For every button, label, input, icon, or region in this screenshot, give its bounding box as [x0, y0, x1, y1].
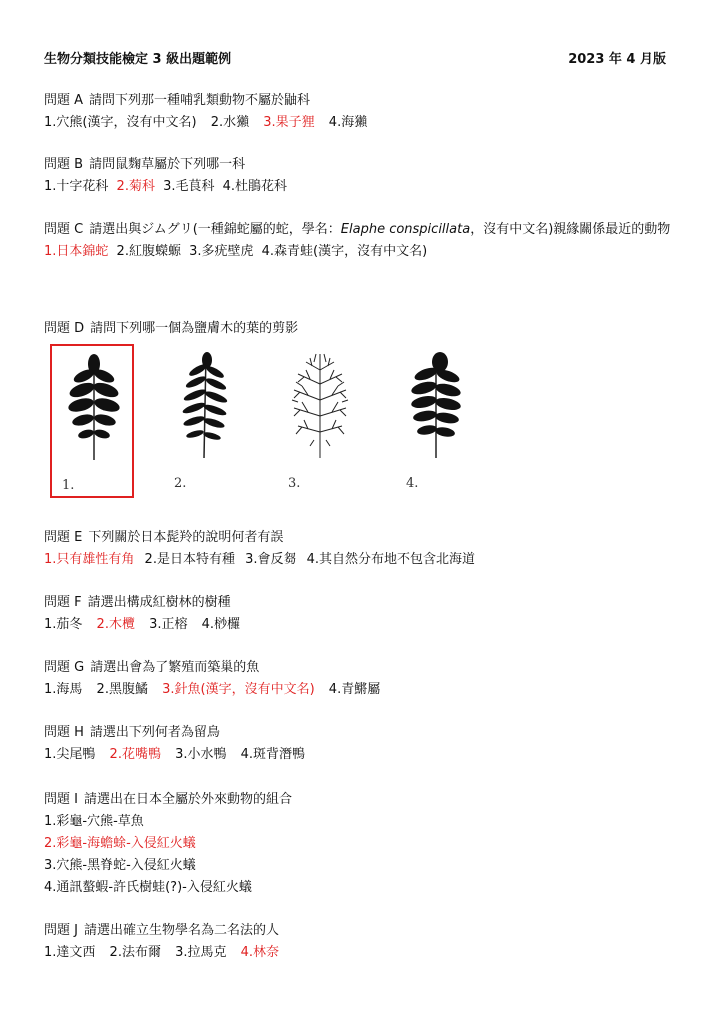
question-h — [44, 722, 684, 766]
question-stem — [44, 722, 684, 744]
leaf-silhouette-2-icon — [174, 350, 238, 462]
question-stem — [44, 789, 684, 811]
option-2-correct: 2.彩龜-海蟾蜍-入侵紅火蟻 — [44, 836, 196, 851]
question-b — [44, 154, 684, 198]
option-list — [44, 614, 684, 636]
question-id: 問題 I — [44, 792, 78, 807]
option-3: 3.正榕 — [149, 617, 188, 632]
option-list — [44, 112, 684, 134]
option-3: 3.會反芻 — [245, 552, 297, 567]
question-text: 請問下列哪一個為鹽膚木的葉的剪影 — [90, 321, 299, 336]
option-4: 4.其自然分布地不包含北海道 — [306, 552, 476, 567]
option-3: 3.拉馬克 — [175, 945, 227, 960]
leaf-option-3 — [278, 344, 362, 498]
question-id: 問題 G — [44, 660, 85, 675]
leaf-option-label: 4. — [406, 476, 419, 491]
question-stem — [44, 527, 684, 549]
question-text: 請選出會為了繁殖而築巢的魚 — [90, 660, 260, 675]
option-4: 4.海獺 — [328, 115, 368, 130]
option-1: 1.海馬 — [44, 682, 83, 697]
option-4: 4.桫欏 — [201, 617, 241, 632]
question-text: 請選出確立生物學名為二名法的人 — [83, 923, 279, 938]
option-1: 1.十字花科 — [44, 179, 109, 194]
option-1: 1.茄冬 — [44, 617, 83, 632]
option-2-correct: 2.木欖 — [96, 617, 135, 632]
option-2: 2.是日本特有種 — [144, 552, 235, 567]
document-edition: 2023 年 4 月版 — [568, 52, 666, 67]
option-2-correct: 2.菊科 — [116, 179, 155, 194]
option-2: 2.水獺 — [210, 115, 250, 130]
option-2-correct: 2.花嘴鴨 — [109, 747, 161, 762]
question-id: 問題 C — [44, 222, 84, 237]
question-id: 問題 H — [44, 725, 84, 740]
question-i — [44, 789, 684, 899]
option-4-correct: 4.林奈 — [240, 945, 280, 960]
option-4: 4.通訊螯蝦-許氏樹蛙(?)-入侵紅火蟻 — [44, 880, 252, 895]
leaf-option-2 — [164, 344, 248, 498]
question-stem — [44, 318, 684, 340]
question-stem — [44, 592, 684, 614]
question-stem — [44, 154, 684, 176]
leaf-option-4 — [396, 344, 480, 498]
option-1: 1.穴熊(漢字，沒有中文名) — [44, 115, 197, 130]
option-4: 4.森青蛙(漢字，沒有中文名) — [261, 244, 428, 259]
option-4: 4.斑背潛鴨 — [240, 747, 306, 762]
scientific-name: Elaphe conspicillata — [340, 222, 471, 237]
question-stem — [44, 657, 684, 679]
question-id: 問題 A — [44, 93, 84, 108]
question-id: 問題 B — [44, 157, 84, 172]
question-id: 問題 F — [44, 595, 82, 610]
question-text-part-1: 請選出與ジムグリ(一種錦蛇屬的蛇，學名： — [89, 222, 341, 237]
option-2: 2.紅腹蠑螈 — [116, 244, 181, 259]
option-list — [44, 241, 684, 263]
option-list — [44, 549, 684, 571]
option-3-correct: 3.果子狸 — [263, 115, 315, 130]
question-d — [44, 318, 684, 340]
question-text: 下列關於日本髭羚的說明何者有誤 — [88, 530, 284, 545]
leaf-silhouette-4-icon — [406, 350, 470, 462]
question-a — [44, 90, 684, 134]
question-c — [44, 219, 684, 263]
option-4: 4.青鱂屬 — [328, 682, 381, 697]
leaf-silhouette-3-icon — [288, 350, 352, 462]
question-j — [44, 920, 684, 964]
question-text: 請選出在日本全屬於外來動物的組合 — [83, 792, 292, 807]
option-1: 1.達文西 — [44, 945, 96, 960]
option-1-correct: 1.日本錦蛇 — [44, 244, 109, 259]
option-3: 3.毛茛科 — [163, 179, 215, 194]
question-stem — [44, 920, 684, 942]
option-3: 3.小水鴨 — [175, 747, 227, 762]
document-title: 生物分類技能檢定 3 級出題範例 — [44, 52, 232, 67]
option-list — [44, 942, 684, 964]
leaf-option-1-correct — [50, 344, 134, 498]
question-e — [44, 527, 684, 571]
question-f — [44, 592, 684, 636]
leaf-silhouette-options — [44, 344, 504, 504]
option-3-correct: 3.針魚(漢字，沒有中文名) — [162, 682, 315, 697]
option-3: 3.穴熊-黑脊蛇-入侵紅火蟻 — [44, 858, 196, 873]
option-1-correct: 1.只有雄性有角 — [44, 552, 135, 567]
option-list — [44, 176, 684, 198]
option-3: 3.多疣壁虎 — [189, 244, 254, 259]
question-id: 問題 E — [44, 530, 83, 545]
option-1: 1.尖尾鴨 — [44, 747, 96, 762]
option-4: 4.杜鵑花科 — [222, 179, 288, 194]
option-list — [44, 679, 684, 701]
leaf-option-label: 3. — [288, 476, 301, 491]
question-stem — [44, 90, 684, 112]
question-id: 問題 D — [44, 321, 85, 336]
leaf-option-label: 2. — [174, 476, 187, 491]
option-list — [44, 811, 684, 899]
question-text: 請選出下列何者為留鳥 — [89, 725, 220, 740]
question-g — [44, 657, 684, 701]
leaf-option-label: 1. — [62, 478, 75, 493]
question-text: 請問鼠麴草屬於下列哪一科 — [89, 157, 246, 172]
question-id: 問題 J — [44, 923, 78, 938]
leaf-silhouette-1-icon — [62, 352, 126, 464]
question-text: 請問下列那一種哺乳類動物不屬於鼬科 — [89, 93, 311, 108]
option-list — [44, 744, 684, 766]
question-stem — [44, 219, 684, 241]
option-2: 2.法布爾 — [109, 945, 161, 960]
question-text: 請選出構成紅樹林的樹種 — [87, 595, 231, 610]
option-2: 2.黑腹鱊 — [96, 682, 148, 697]
question-text-part-2: ，沒有中文名)親緣關係最近的動物 — [470, 222, 671, 237]
header — [44, 48, 666, 68]
option-1: 1.彩龜-穴熊-草魚 — [44, 814, 144, 829]
